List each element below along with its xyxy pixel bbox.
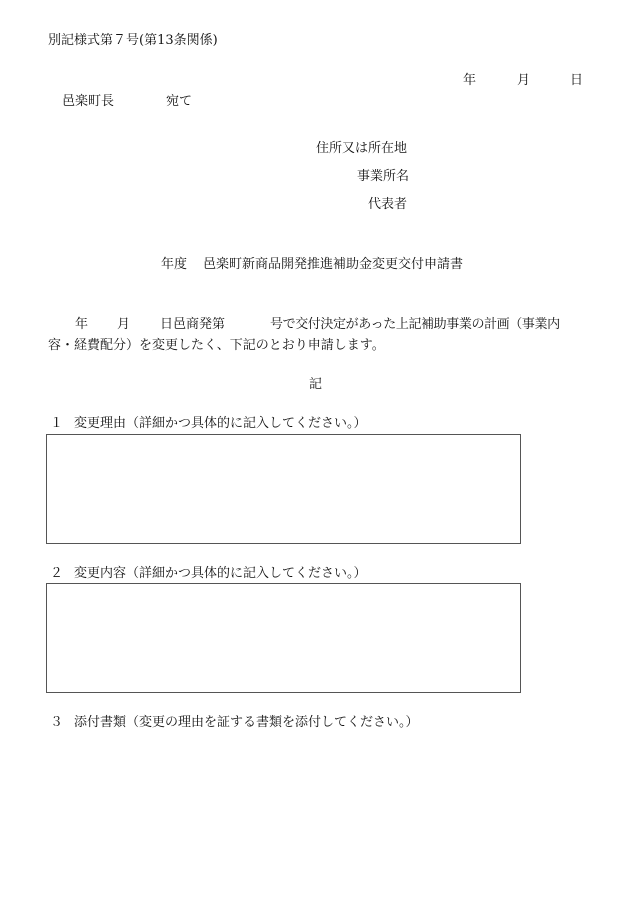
section-3-label: 添付書類（変更の理由を証する書類を添付してください。） <box>74 715 419 730</box>
date-year-label: 年 <box>463 73 477 88</box>
section-3-number: ３ <box>50 715 64 730</box>
change-content-field[interactable] <box>46 583 521 693</box>
applicant-address-label: 住所又は所在地 <box>316 141 408 156</box>
form-number: 別記様式第７号(第13条関係) <box>48 33 218 48</box>
addressee-honorific: 宛て <box>166 94 193 109</box>
body-day-number: 日邑商発第 <box>160 317 226 332</box>
applicant-business-label: 事業所名 <box>357 169 410 184</box>
section-2-label: 変更内容（詳細かつ具体的に記入してください。） <box>74 566 367 581</box>
applicant-representative-label: 代表者 <box>368 197 408 212</box>
date-day-label: 日 <box>570 73 584 88</box>
title-text: 邑楽町新商品開発推進補助金変更交付申請書 <box>203 257 464 272</box>
date-month-label: 月 <box>517 73 531 88</box>
title-year-label: 年度 <box>161 257 188 272</box>
addressee-name: 邑楽町長 <box>62 94 115 109</box>
ki-heading: 記 <box>309 377 323 392</box>
section-1-number: １ <box>50 416 64 431</box>
section-2-number: ２ <box>50 566 64 581</box>
section-1-label: 変更理由（詳細かつ具体的に記入してください。） <box>74 416 367 431</box>
body-line1-rest: 号で交付決定があった上記補助事業の計画（事業内 <box>270 317 560 332</box>
body-line2: 容・経費配分）を変更したく、下記のとおり申請します。 <box>48 338 385 353</box>
body-year: 年 <box>75 317 89 332</box>
body-month: 月 <box>117 317 131 332</box>
change-reason-field[interactable] <box>46 434 521 544</box>
